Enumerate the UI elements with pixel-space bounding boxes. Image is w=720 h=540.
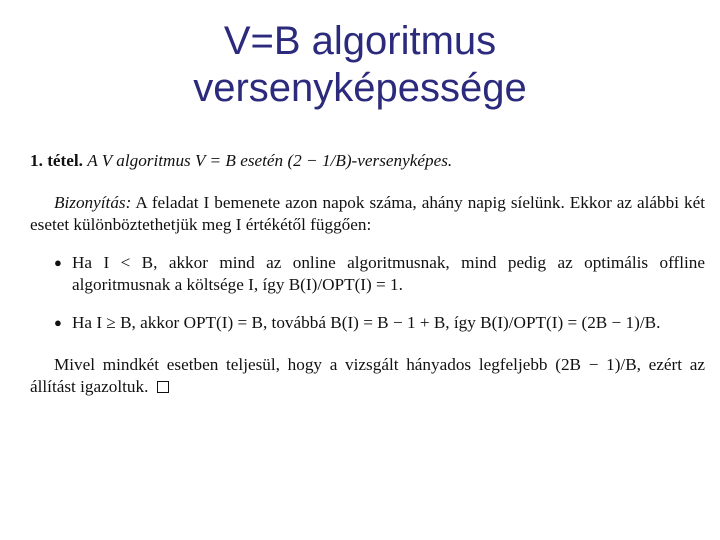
case-list <box>30 252 705 334</box>
proof-paragraph <box>30 192 705 236</box>
case-item <box>30 312 705 334</box>
slide-title <box>0 18 720 112</box>
case-item <box>30 252 705 296</box>
conclusion-text: Mivel mindkét esetben teljesül, hogy a vizsgált hányados legfeljebb (2B − 1)/B, ezért az állítást igazoltuk. <box>30 355 705 396</box>
proof-text: A feladat I bemenete azon napok száma, ahány napig síelünk. Ekkor az alábbi két esetet különböztethetjük meg I értékétől függően: <box>30 193 705 234</box>
bullet-icon: ● <box>54 315 62 330</box>
bullet-icon: ● <box>54 255 62 270</box>
slide-title-line-2: versenyképessége <box>193 66 527 110</box>
theorem <box>30 150 705 172</box>
slide-title-line-1: V=B algoritmus <box>223 19 497 63</box>
case-text: Ha I < B, akkor mind az online algoritmusnak, mind pedig az optimális offline algoritmusnak a költsége I, így B(I)/OPT(I) = 1. <box>72 253 705 294</box>
conclusion-paragraph <box>30 354 705 398</box>
case-text: Ha I ≥ B, akkor OPT(I) = B, továbbá B(I) = B − 1 + B, így B(I)/OPT(I) = (2B − 1)/B. <box>72 313 661 332</box>
proof-label: Bizonyítás: <box>54 193 132 212</box>
theorem-label: 1. tétel. <box>30 151 83 170</box>
slide-content <box>30 150 705 398</box>
theorem-statement: A V algoritmus V = B esetén (2 − 1/B)-versenyképes. <box>87 151 453 170</box>
qed-square-icon <box>157 381 169 393</box>
